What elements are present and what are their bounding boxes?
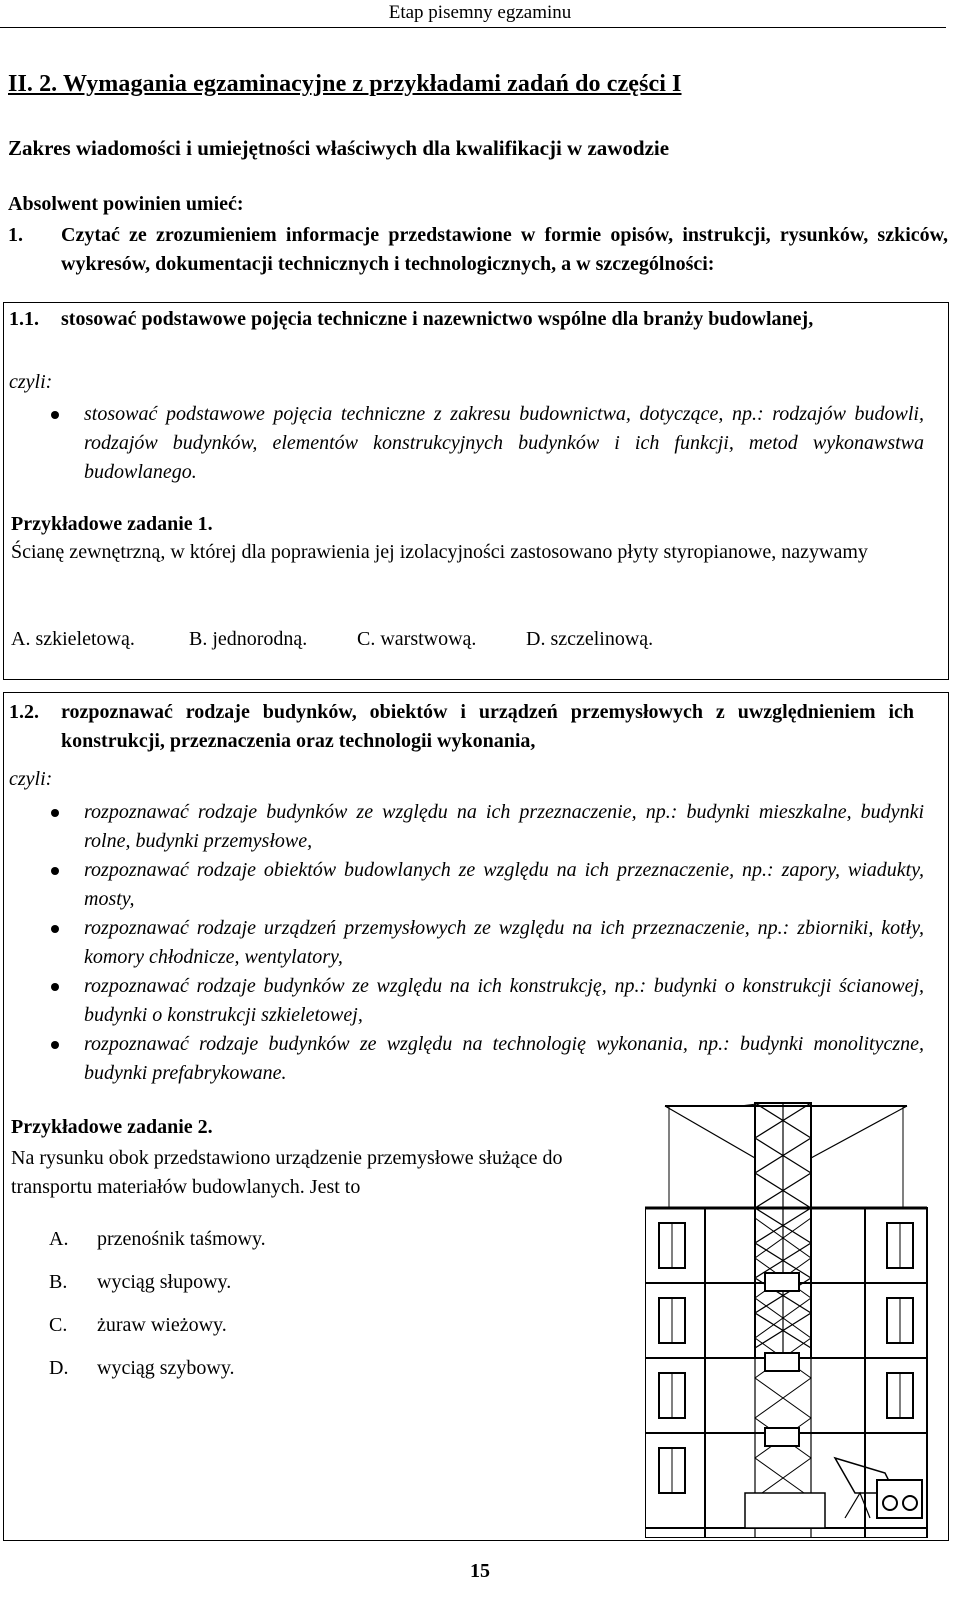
answer-a <box>49 1228 266 1251</box>
requirement-1 <box>8 221 948 303</box>
requirement-number: 1. <box>8 224 23 246</box>
bullet-icon <box>51 809 59 817</box>
bullet-item <box>84 856 924 914</box>
section-title: II. 2. Wymagania egzaminacyjne z przykładami zadań do części I <box>8 71 682 97</box>
requirement-number: 1.2. <box>9 701 39 723</box>
requirement-text: stosować podstawowe pojęcia techniczne i nazewnictwo wspólne dla branży budowlanej, <box>61 308 814 330</box>
requirement-text: rozpoznawać rodzaje budynków, obiektów i urządzeń przemysłowych z uwzględnieniem ich konstrukcji, przeznaczenia oraz technologii wykonania, <box>61 701 914 752</box>
task-text: Na rysunku obok przedstawiono urządzenie przemysłowe służące do transportu materiałów budowlanych. Jest to <box>11 1147 563 1198</box>
bullet-text: rozpoznawać rodzaje urządzeń przemysłowych ze względu na ich przeznaczenie, np.: zbiorniki, kotły, komory chłodnicze, wentylatory, <box>84 917 924 968</box>
bullet-icon <box>51 1041 59 1049</box>
answer-b: B. jednorodną. <box>189 628 308 650</box>
requirement-text: Czytać ze zrozumieniem informacje przedstawione w formie opisów, instrukcji, rysunków, szkiców, wykresów, dokumentacji technicznych i technologicznych, a w szczególności: <box>61 224 948 275</box>
answer-d: D. szczelinową. <box>526 628 654 650</box>
answer-c <box>49 1314 227 1337</box>
czyli-label: czyli: <box>9 768 53 790</box>
absolvent-heading: Absolwent powinien umieć: <box>8 193 244 215</box>
answer-text: wyciąg szybowy. <box>97 1357 235 1379</box>
answer-letter: A. <box>49 1228 69 1250</box>
czyli-label: czyli: <box>9 371 53 393</box>
requirement-box-1-1 <box>3 302 949 680</box>
bullet-item <box>84 972 924 1030</box>
answer-c: C. warstwową. <box>357 628 477 650</box>
bullet-item <box>84 798 924 856</box>
bullet-icon <box>51 925 59 933</box>
bullet-item <box>84 914 924 972</box>
task-title: Przykładowe zadanie 1. <box>11 513 213 535</box>
answer-text: przenośnik taśmowy. <box>97 1228 266 1250</box>
bullet-item <box>84 400 924 487</box>
answer-text: wyciąg słupowy. <box>97 1271 232 1293</box>
bullet-text: rozpoznawać rodzaje obiektów budowlanych ze względu na ich przeznaczenie, np.: zapory, wiadukty, mosty, <box>84 859 924 910</box>
bullet-icon <box>51 983 59 991</box>
hoist-drawing <box>645 1098 937 1538</box>
answer-letter: D. <box>49 1357 69 1379</box>
bullet-text: stosować podstawowe pojęcia techniczne z zakresu budownictwa, dotyczące, np.: rodzajów budowli, rodzajów budynków, elementów konstrukcyjnych budynków i ich funkcji, metod wykonawstwa budowlanego. <box>84 403 924 483</box>
running-header: Etap pisemny egzaminu <box>388 2 572 23</box>
answer-d <box>49 1357 235 1380</box>
answer-letter: C. <box>49 1314 68 1336</box>
answer-b <box>49 1271 231 1294</box>
bullet-item <box>84 1030 924 1088</box>
bullet-text: rozpoznawać rodzaje budynków ze względu na technologię wykonania, np.: budynki monolityczne, budynki prefabrykowane. <box>84 1033 924 1084</box>
header-rule <box>0 27 946 28</box>
scope-heading: Zakres wiadomości i umiejętności właściwych dla kwalifikacji w zawodzie <box>8 136 670 160</box>
requirement-1-2 <box>9 698 914 758</box>
bullet-text: rozpoznawać rodzaje budynków ze względu na ich konstrukcję, np.: budynki o konstrukcji ścianowej, budynki o konstrukcji szkieletowej, <box>84 975 924 1026</box>
task-title: Przykładowe zadanie 2. <box>11 1116 213 1138</box>
bullet-text: rozpoznawać rodzaje budynków ze względu na ich przeznaczenie, np.: budynki mieszkalne, budynki rolne, budynki przemysłowe, <box>84 801 924 852</box>
answer-text: żuraw wieżowy. <box>97 1314 227 1336</box>
bullet-icon <box>51 867 59 875</box>
bullet-icon <box>51 411 59 419</box>
answer-letter: B. <box>49 1271 68 1293</box>
page-number: 15 <box>470 1560 490 1582</box>
task-text: Ścianę zewnętrzną, w której dla poprawienia jej izolacyjności zastosowano płyty styropianowe, nazywamy <box>11 541 868 563</box>
answer-a: A. szkieletową. <box>11 628 135 650</box>
requirement-1-1 <box>9 305 939 365</box>
requirement-number: 1.1. <box>9 308 39 330</box>
